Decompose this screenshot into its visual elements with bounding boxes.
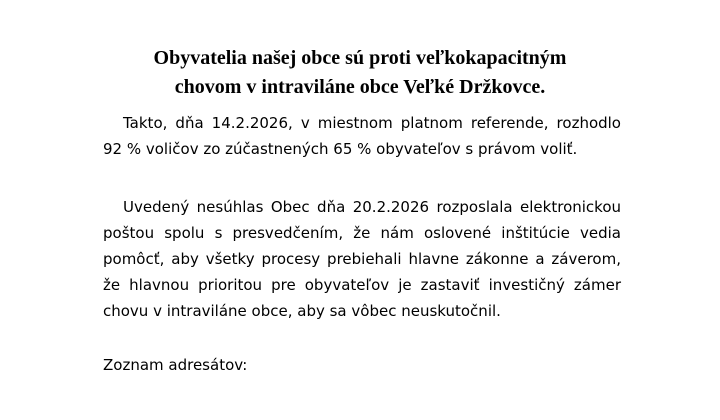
title-line-1: Obyvatelia našej obce sú proti veľkokapacitným bbox=[153, 47, 567, 69]
title-line-2: chovom v intraviláne obce Veľké Držkovce. bbox=[174, 76, 546, 98]
paragraph-referendum-text: Takto, dňa 14.2.2026, v miestnom platnom referende, rozhodlo 92 % voličov zo zúčastnených 65 % obyvateľov s právom voliť. bbox=[103, 114, 621, 158]
recipients-heading: Zoznam adresátov: bbox=[103, 356, 248, 374]
paragraph-disagreement bbox=[103, 194, 621, 324]
paragraph-disagreement-text: Uvedený nesúhlas Obec dňa 20.2.2026 rozposlala elektronickou poštou spolu s presvedčením, že nám oslovené inštitúcie vedia pomôcť, aby všetky procesy prebiehali hlavne zákonne a záverom, že hlavnou prioritou pre obyvateľov je zastaviť investičný zámer chovu v intraviláne obce, aby sa vôbec neuskutočnil. bbox=[103, 198, 621, 320]
recipients-section bbox=[103, 352, 621, 378]
document-title bbox=[90, 44, 630, 102]
paragraph-referendum bbox=[103, 110, 621, 162]
